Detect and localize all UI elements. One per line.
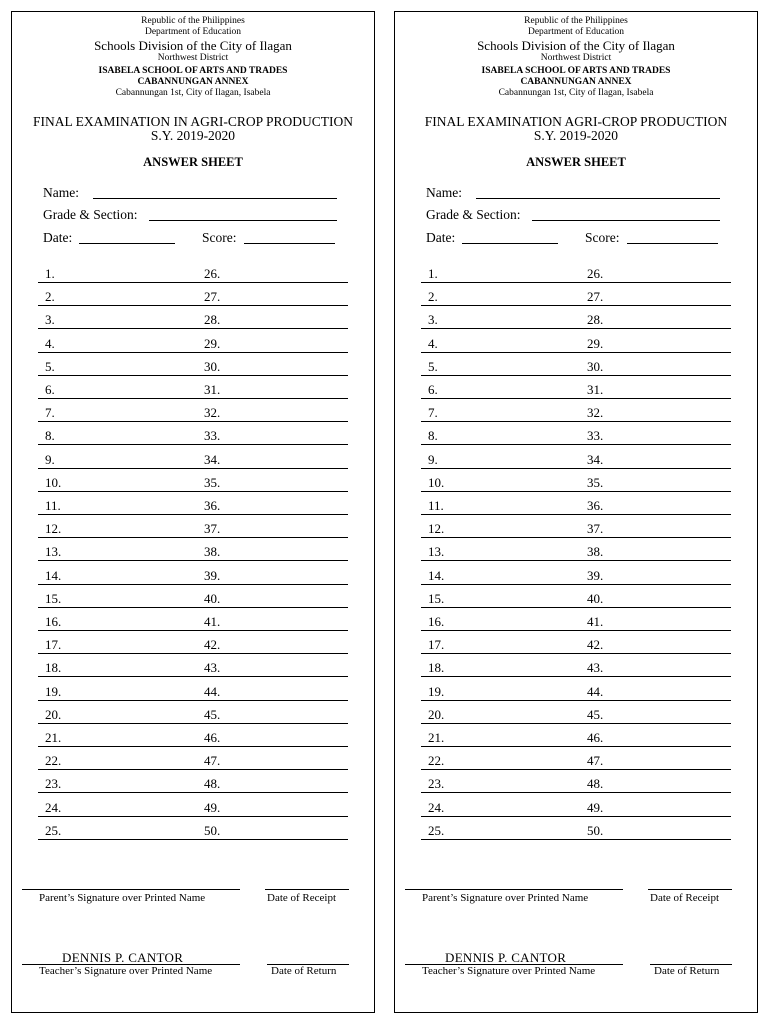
item-number: 22. [45,753,62,769]
answer-line [421,769,731,770]
item-number: 28. [587,312,604,328]
answer-line [421,305,731,306]
answer-line [421,282,731,283]
item-number: 40. [587,590,604,606]
item-number: 18. [45,660,62,676]
teacher-signature-caption: Teacher’s Signature over Printed Name [422,965,596,977]
answer-line [38,352,348,353]
item-number: 1. [428,266,438,281]
item-number: 12. [428,521,445,537]
score-label: Score: [202,230,237,245]
item-number: 33. [587,428,604,444]
answer-line [421,514,731,515]
item-number: 24. [428,799,445,815]
answer-line [38,282,348,283]
date-label: Date: [426,230,456,245]
name-label: Name: [426,185,462,200]
item-number: 27. [204,289,221,305]
item-number: 26. [204,266,221,281]
item-number: 47. [204,753,221,769]
item-number: 3. [45,312,55,328]
answer-line [38,537,348,538]
date-receipt-line [648,889,732,890]
answer-line [421,630,731,631]
answer-line [38,700,348,701]
answer-line [421,676,731,677]
answer-sheet-left [11,11,375,1013]
answer-line [421,653,731,654]
republic-line: Republic of the Philippines [141,16,245,26]
teacher-name: DENNIS P. CANTOR [445,950,567,965]
date-label: Date: [43,230,73,245]
score-label: Score: [585,230,620,245]
item-number: 34. [587,451,604,467]
answer-line [38,421,348,422]
item-number: 4. [45,335,55,351]
answer-line [421,700,731,701]
grade-section-underline [532,220,720,221]
grade-section-label: Grade & Section: [426,207,521,222]
item-number: 17. [45,637,62,653]
item-number: 35. [204,474,221,490]
item-number: 35. [587,474,604,490]
item-number: 47. [587,753,604,769]
parent-signature-line [405,889,623,890]
item-number: 13. [428,544,445,560]
answer-line [38,630,348,631]
item-number: 27. [587,289,604,305]
item-number: 32. [204,405,221,421]
item-number: 23. [428,776,445,792]
item-number: 34. [204,451,221,467]
exam-title: FINAL EXAMINATION IN AGRI-CROP PRODUCTION [33,114,353,129]
answer-line [38,723,348,724]
republic-line: Republic of the Philippines [524,16,628,26]
item-number: 42. [587,637,604,653]
item-number: 21. [428,730,445,745]
item-number: 9. [45,451,55,467]
item-number: 9. [428,451,438,467]
answer-sheet-label: ANSWER SHEET [143,155,243,169]
item-number: 14. [428,567,445,583]
answer-line [38,839,348,840]
date-receipt-caption: Date of Receipt [267,892,337,904]
item-number: 39. [587,567,604,583]
annex-name: CABANNUNGAN ANNEX [137,77,249,87]
item-number: 41. [587,614,604,629]
answer-line [421,584,731,585]
item-number: 10. [428,474,445,490]
item-number: 36. [204,498,221,513]
date-underline [79,243,175,244]
school-year: S.Y. 2019-2020 [533,128,619,143]
item-number: 7. [45,405,55,421]
answer-line [421,352,731,353]
address-line: Cabannungan 1st, City of Ilagan, Isabela [498,88,654,98]
annex-name: CABANNUNGAN ANNEX [520,77,632,87]
date-return-caption: Date of Return [271,965,337,977]
answer-line [421,607,731,608]
school-name: ISABELA SCHOOL OF ARTS AND TRADES [98,66,288,76]
answer-line [38,676,348,677]
item-number: 41. [204,614,221,629]
answer-line [421,421,731,422]
name-label: Name: [43,185,79,200]
department-line: Department of Education [144,27,242,37]
address-line: Cabannungan 1st, City of Ilagan, Isabela [115,88,271,98]
item-number: 12. [45,521,62,537]
school-name: ISABELA SCHOOL OF ARTS AND TRADES [481,66,671,76]
answer-sheet-right [394,11,758,1013]
answer-line [421,375,731,376]
item-number: 43. [204,660,221,676]
item-number: 6. [45,382,55,397]
answer-line [38,398,348,399]
item-number: 22. [428,753,445,769]
name-underline [93,198,337,199]
item-number: 25. [428,822,445,838]
division-line: Schools Division of the City of Ilagan [477,38,675,53]
answer-line [421,537,731,538]
item-number: 31. [204,382,221,397]
item-number: 49. [204,799,221,815]
item-number: 45. [587,706,604,722]
item-number: 23. [45,776,62,792]
item-number: 7. [428,405,438,421]
date-underline [462,243,558,244]
parent-signature-line [22,889,240,890]
item-number: 31. [587,382,604,397]
answer-line [421,839,731,840]
department-line: Department of Education [527,27,625,37]
item-number: 11. [428,498,444,513]
grade-section-underline [149,220,337,221]
answer-line [38,769,348,770]
answer-line [38,328,348,329]
answer-line [38,792,348,793]
item-number: 38. [204,544,221,560]
item-number: 8. [428,428,438,444]
item-number: 4. [428,335,438,351]
answer-line [421,491,731,492]
answer-line [38,607,348,608]
answer-line [421,816,731,817]
answer-line [38,305,348,306]
item-number: 19. [428,683,445,699]
item-number: 32. [587,405,604,421]
item-number: 16. [45,614,62,629]
item-number: 45. [204,706,221,722]
item-number: 15. [428,590,445,606]
item-number: 40. [204,590,221,606]
item-number: 20. [428,706,445,722]
item-number: 42. [204,637,221,653]
item-number: 11. [45,498,61,513]
answer-line [421,468,731,469]
item-number: 38. [587,544,604,560]
answer-line [421,560,731,561]
item-number: 36. [587,498,604,513]
teacher-signature-caption: Teacher’s Signature over Printed Name [39,965,213,977]
answer-line [421,444,731,445]
item-number: 2. [45,289,55,305]
item-number: 3. [428,312,438,328]
item-number: 44. [204,683,221,699]
answer-sheet-label: ANSWER SHEET [526,155,626,169]
answer-line [421,398,731,399]
item-number: 17. [428,637,445,653]
item-number: 33. [204,428,221,444]
item-number: 48. [204,776,221,792]
item-number: 21. [45,730,62,745]
grade-section-label: Grade & Section: [43,207,138,222]
exam-title: FINAL EXAMINATION AGRI-CROP PRODUCTION [424,114,728,129]
answer-line [38,816,348,817]
date-receipt-line [265,889,349,890]
answer-line [421,746,731,747]
item-number: 29. [587,335,604,351]
item-number: 1. [45,266,55,281]
item-number: 5. [428,358,438,374]
answer-line [421,723,731,724]
item-number: 39. [204,567,221,583]
district-line: Northwest District [540,53,612,63]
item-number: 6. [428,382,438,397]
parent-signature-caption: Parent’s Signature over Printed Name [422,892,589,904]
item-number: 15. [45,590,62,606]
answer-line [38,653,348,654]
item-number: 13. [45,544,62,560]
item-number: 19. [45,683,62,699]
item-number: 29. [204,335,221,351]
answer-line [38,375,348,376]
date-receipt-caption: Date of Receipt [650,892,720,904]
item-number: 18. [428,660,445,676]
item-number: 37. [204,521,221,537]
answer-line [38,468,348,469]
score-underline [244,243,335,244]
item-number: 43. [587,660,604,676]
item-number: 20. [45,706,62,722]
answer-line [38,560,348,561]
item-number: 14. [45,567,62,583]
item-number: 26. [587,266,604,281]
answer-line [38,514,348,515]
item-number: 5. [45,358,55,374]
item-number: 44. [587,683,604,699]
item-number: 16. [428,614,445,629]
item-number: 2. [428,289,438,305]
answer-line [38,746,348,747]
answer-line [38,584,348,585]
item-number: 50. [587,822,604,838]
item-number: 8. [45,428,55,444]
item-number: 24. [45,799,62,815]
item-number: 25. [45,822,62,838]
teacher-name: DENNIS P. CANTOR [62,950,184,965]
item-number: 30. [587,358,604,374]
item-number: 48. [587,776,604,792]
answer-line [421,328,731,329]
item-number: 10. [45,474,62,490]
answer-line [38,444,348,445]
parent-signature-caption: Parent’s Signature over Printed Name [39,892,206,904]
school-year: S.Y. 2019-2020 [150,128,236,143]
score-underline [627,243,718,244]
date-return-caption: Date of Return [654,965,720,977]
item-number: 46. [204,730,221,745]
item-number: 50. [204,822,221,838]
answer-line [38,491,348,492]
item-number: 28. [204,312,221,328]
district-line: Northwest District [157,53,229,63]
item-number: 30. [204,358,221,374]
division-line: Schools Division of the City of Ilagan [94,38,292,53]
item-number: 46. [587,730,604,745]
item-number: 49. [587,799,604,815]
answer-line [421,792,731,793]
name-underline [476,198,720,199]
item-number: 37. [587,521,604,537]
